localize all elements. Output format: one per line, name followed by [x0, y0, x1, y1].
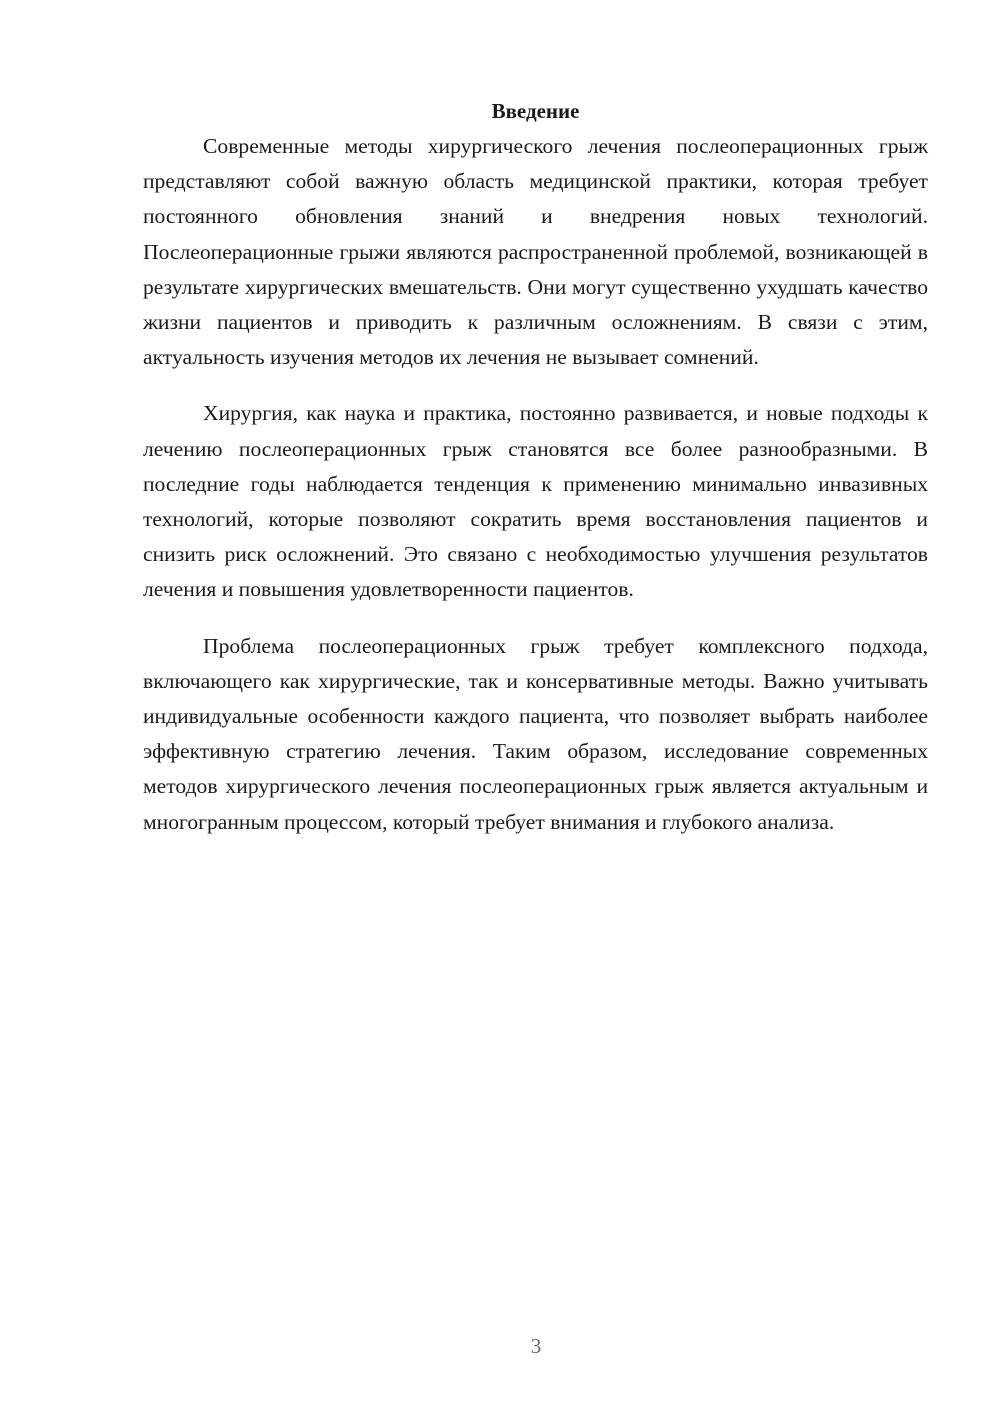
paragraph-3: Проблема послеоперационных грыж требует комплексного подхода, включающего как хирургические, так и консервативные методы. Важно учитывать индивидуальные особенности каждого пациента, что позволяет выбрать наиболее эффективную стратегию лечения. Таким образом, исследование современных методов хирургического лечения послеоперационных грыж является актуальным и многогранным процессом, который требует внимания и глубокого анализа. — [143, 633, 928, 834]
paragraph-2: Хирургия, как наука и практика, постоянно развивается, и новые подходы к лечению послеоперационных грыж становятся все более разнообразными. В последние годы наблюдается тенденция к применению минимально инвазивных технологий, которые позволяют сократить время восстановления пациентов и снизить риск осложнений. Это связано с необходимостью улучшения результатов лечения и повышения удовлетворенности пациентов. — [143, 401, 928, 602]
page-content — [143, 94, 928, 840]
section-heading: Введение — [491, 99, 580, 123]
page-number: 3 — [530, 1334, 542, 1358]
paragraph-1: Современные методы хирургического лечения послеоперационных грыж представляют собой важную область медицинской практики, которая требует постоянного обновления знаний и внедрения новых технологий. Послеоперационные грыжи являются распространенной проблемой, возникающей в результате хирургических вмешательств. Они могут существенно ухудшать качество жизни пациентов и приводить к различным осложнениям. В связи с этим, актуальность изучения методов их лечения не вызывает сомнений. — [143, 134, 928, 370]
